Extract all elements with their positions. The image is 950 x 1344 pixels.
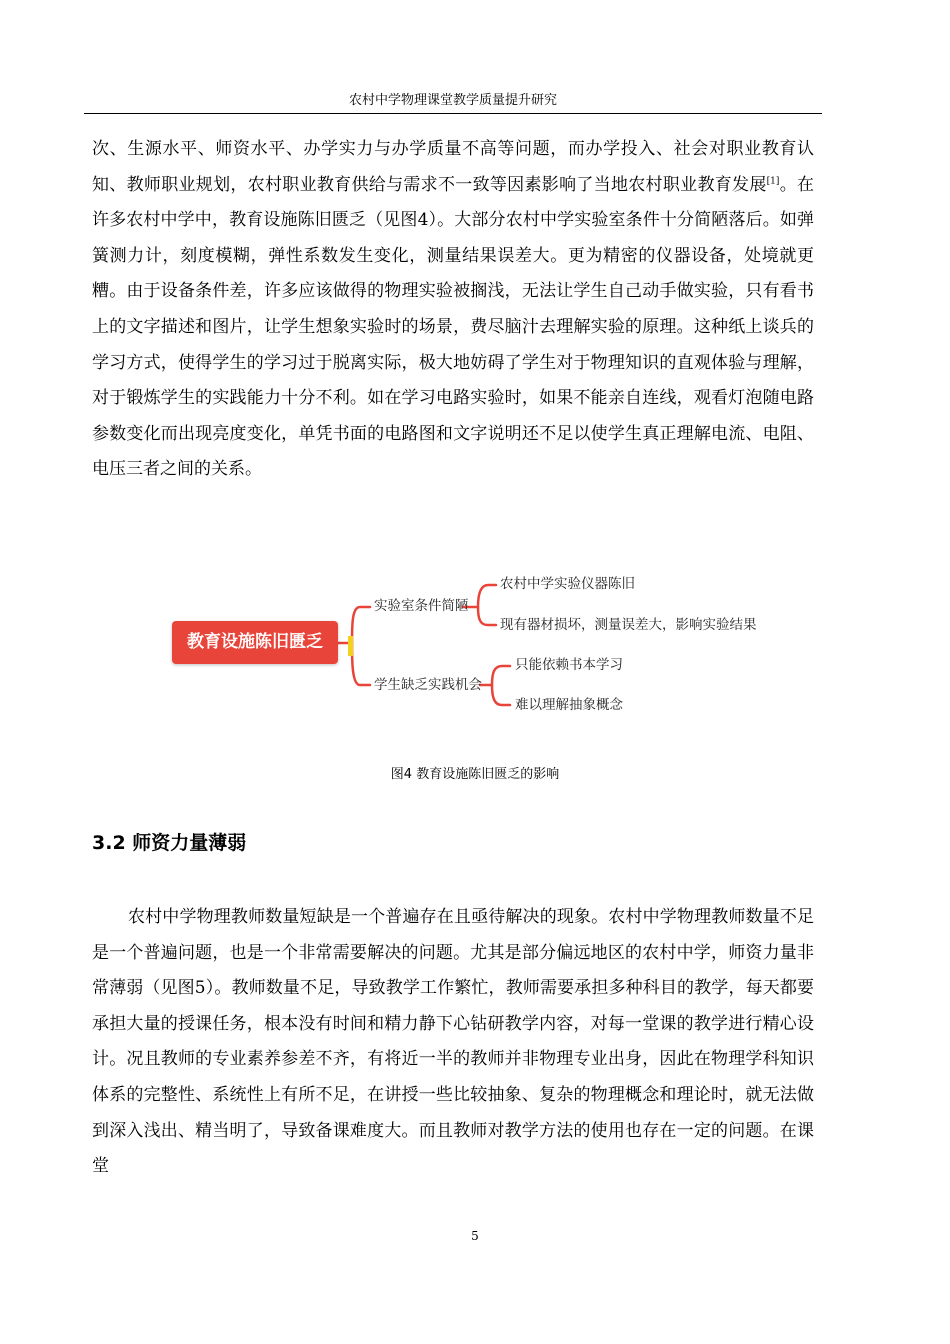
running-header — [84, 91, 822, 114]
mindmap-leaf-2-1: 只能依赖书本学习 — [515, 657, 623, 673]
mindmap-leaf-2-2: 难以理解抽象概念 — [515, 697, 623, 713]
connector-brace-level1 — [352, 607, 370, 685]
figure-caption: 图4 教育设施陈旧匮乏的影响 — [390, 767, 560, 782]
section-heading: 3.2 师资力量薄弱 — [92, 832, 247, 854]
connector-brace-branch-2 — [492, 666, 510, 705]
mindmap-branch-2: 学生缺乏实践机会 — [374, 677, 482, 693]
body-paragraph-2: 农村中学物理教师数量短缺是一个普遍存在且亟待解决的现象。农村中学物理教师数量不足是一个普遍问题，也是一个非常需要解决的问题。尤其是部分偏远地区的农村中学，师资力量非常薄弱（见图5）。教师数量不足，导致教学工作繁忙，教师需要承担多种科目的教学，每天都要承担大量的授课任务，根本没有时间和精力静下心钻研教学内容，对每一堂课的教学进行精心设计。况且教师的专业素养参差不齐，有将近一半的教师并非物理专业出身，因此在物理学科知识体系的完整性、系统性上有所不足，在讲授一些比较抽象、复杂的物理概念和理论时，就无法做到深入浅出、精当明了，导致备课难度大。而且教师对教学方法的使用也存在一定的问题。在课堂 — [92, 907, 814, 1177]
mindmap-figure — [160, 565, 800, 725]
mindmap-leaf-1-1: 农村中学实验仪器陈旧 — [500, 576, 635, 592]
connector-brace-branch-1 — [478, 585, 496, 625]
running-header-title: 农村中学物理课堂教学质量提升研究 — [348, 93, 557, 108]
page-number: 5 — [471, 1229, 479, 1243]
paragraph-1-text-a: 次、生源水平、师资水平、办学实力与办学质量不高等问题，而办学投入、社会对职业教育认知、教师职业规划，农村职业教育供给与需求不一致等因素影响了当地农村职业教育发展 — [92, 139, 814, 195]
paragraph-1-text-b: 。在许多农村中学中，教育设施陈旧匮乏（见图4）。大部分农村中学实验室条件十分简陋落后。如弹簧测力计，刻度模糊，弹性系数发生变化，测量结果误差大。更为精密的仪器设备，处境就更糟。由于设备条件差，许多应该做得的物理实验被搁浅，无法让学生自己动手做实验，只有看书上的文字描述和图片，让学生想象实验时的场景，费尽脑汁去理解实验的原理。这种纸上谈兵的学习方式，使得学生的学习过于脱离实际，极大地妨碍了学生对于物理知识的直观体验与理解，对于锻炼学生的实践能力十分不利。如在学习电路实验时，如果不能亲自连线，观看灯泡随电路参数变化而出现亮度变化，单凭书面的电路图和文字说明还不足以使学生真正理解电流、电阻、电压三者之间的关系。 — [92, 174, 815, 480]
mindmap-highlight-marker — [348, 636, 353, 656]
citation-ref[interactable]: [1] — [766, 175, 780, 186]
mindmap-root-node: 教育设施陈旧匮乏 — [172, 621, 338, 664]
mindmap-branch-1: 实验室条件简陋 — [374, 598, 469, 614]
body-paragraph-1 — [92, 132, 814, 488]
mindmap-leaf-1-2: 现有器材损坏，测量误差大，影响实验结果 — [500, 617, 757, 633]
